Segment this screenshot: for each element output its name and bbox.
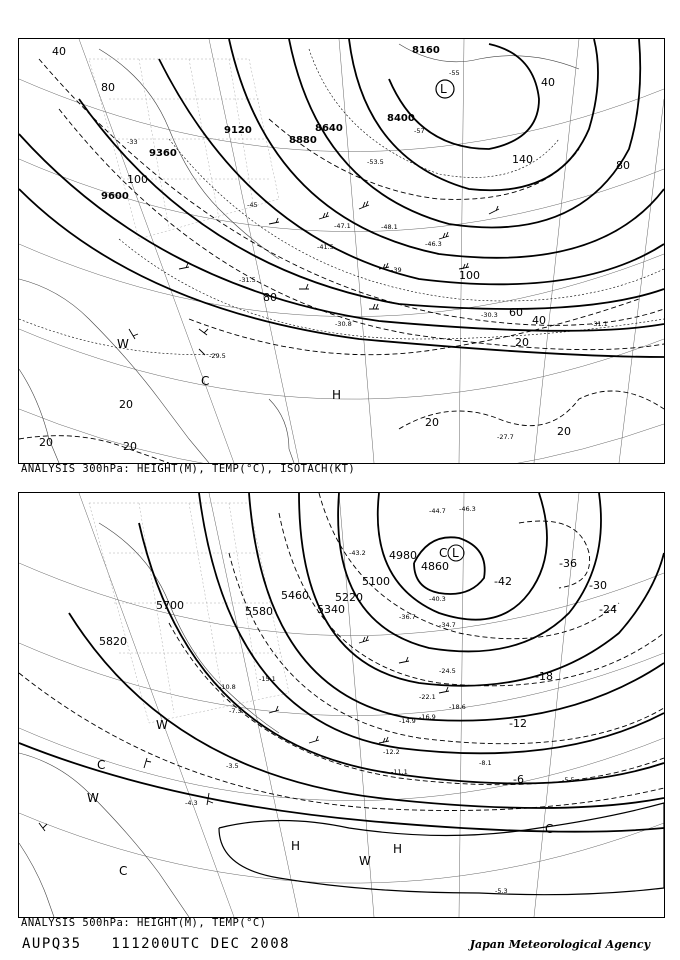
height-label: 9360 <box>149 148 177 159</box>
warm-symbol: W <box>359 854 371 868</box>
temp-label: -46.3 <box>459 505 476 513</box>
isotach-label: 20 <box>515 336 529 349</box>
temp-label: -4.3 <box>185 799 198 807</box>
temp-label: -30 <box>589 579 607 592</box>
temp-label: -12 <box>509 717 527 730</box>
isotach-label: 20 <box>119 398 133 411</box>
temp-label: -53.5 <box>367 158 384 166</box>
isotach-label: 140 <box>512 153 533 166</box>
height-labels <box>101 45 440 202</box>
isotach-label: 20 <box>557 425 571 438</box>
temp-label: -45 <box>247 201 258 209</box>
temp-label: -3.5 <box>226 762 239 770</box>
warm-symbol: W <box>87 791 99 805</box>
height-label: 9600 <box>101 191 129 202</box>
height-label: 8640 <box>315 123 343 134</box>
height-labels <box>99 549 449 648</box>
chart-500hpa-map <box>19 493 664 917</box>
chart-300hpa <box>18 38 665 464</box>
isotach-label: 40 <box>52 45 66 58</box>
low-symbol: L <box>440 82 447 96</box>
temp-label: -14.9 <box>399 717 416 725</box>
temp-label: -12.2 <box>383 748 400 756</box>
isotach-label: 100 <box>459 269 480 282</box>
temp-label: -48.1 <box>381 223 398 231</box>
isotach-label: 80 <box>616 159 630 172</box>
wind-barbs <box>39 636 449 831</box>
temp-label: -33 <box>127 138 138 146</box>
temp-label: -8.1 <box>479 759 492 767</box>
temp-label: -31.5 <box>239 276 256 284</box>
low-symbol: L <box>452 546 459 560</box>
height-label: 5460 <box>281 589 309 602</box>
station-temp-labels <box>185 505 575 895</box>
temp-label: -46.3 <box>425 240 442 248</box>
height-label: 5220 <box>335 591 363 604</box>
warm-symbol: W <box>156 718 168 732</box>
temp-label: -18 <box>535 670 553 683</box>
temp-label: -7.3 <box>229 707 242 715</box>
temp-label: -24 <box>599 603 617 616</box>
isotach-label: 20 <box>123 440 137 453</box>
chart-code-datetime: AUPQ35 111200UTC DEC 2008 <box>22 936 291 952</box>
isotach-label: 40 <box>541 76 555 89</box>
agency-name: Japan Meteorological Agency <box>469 938 650 951</box>
isotach-label: 80 <box>263 291 277 304</box>
isotach-label: 20 <box>39 436 53 449</box>
isotach-label: 60 <box>509 306 523 319</box>
isotach-lines <box>19 59 664 463</box>
temp-label: -36 <box>559 557 577 570</box>
high-symbol: H <box>393 842 403 856</box>
temp-label: -30.3 <box>481 311 498 319</box>
temp-label: -44.7 <box>429 507 446 515</box>
cold-symbol: C <box>545 822 554 836</box>
isotach-label: 80 <box>101 81 115 94</box>
temp-label: -6 <box>513 773 524 786</box>
cold-symbol: C <box>439 546 448 560</box>
caption-500hpa: ANALYSIS 500hPa: HEIGHT(M), TEMP(°C) <box>21 917 267 929</box>
temp-label: -5.5 <box>562 776 575 784</box>
temp-label: -18.6 <box>449 703 466 711</box>
chart-300hpa-map <box>19 39 664 463</box>
temp-label: -41.5 <box>317 243 334 251</box>
high-contour <box>219 803 664 895</box>
temp-label: -27.7 <box>497 433 514 441</box>
temp-label: -5.3 <box>495 887 508 895</box>
temp-label: -43.2 <box>349 549 366 557</box>
height-label: 5820 <box>99 635 127 648</box>
temp-label: -22.1 <box>419 693 436 701</box>
height-label: 9120 <box>224 125 252 136</box>
temp-label: -34.7 <box>439 621 456 629</box>
height-label: 8160 <box>412 45 440 56</box>
height-label: 8400 <box>387 113 415 124</box>
temp-label: -47.1 <box>334 222 351 230</box>
temp-label: -15.1 <box>259 675 276 683</box>
high-symbol: H <box>291 839 301 853</box>
cold-symbol: C <box>119 864 128 878</box>
height-label: 5340 <box>317 603 345 616</box>
temp-label: -55 <box>449 69 460 77</box>
coastlines <box>19 523 279 917</box>
temp-label: -29.5 <box>209 352 226 360</box>
cold-symbol: C <box>201 374 210 388</box>
height-label: 4860 <box>421 560 449 573</box>
temp-label: -24.5 <box>439 667 456 675</box>
caption-300hpa: ANALYSIS 300hPa: HEIGHT(M), TEMP(°C), ISOTACH(KT) <box>21 463 356 475</box>
chart-500hpa <box>18 492 665 918</box>
temp-label: -57 <box>414 127 425 135</box>
isotach-label: 100 <box>127 173 148 186</box>
isotach-label: 40 <box>532 314 546 327</box>
temp-label: -31.1 <box>591 320 608 328</box>
temp-label: -30.8 <box>335 320 352 328</box>
temp-label: -42 <box>494 575 512 588</box>
temp-label: -36.7 <box>399 613 416 621</box>
warm-symbol: W <box>117 337 129 351</box>
temp-label: -10.8 <box>219 683 236 691</box>
isotach-label: 20 <box>425 416 439 429</box>
temp-label: -16.9 <box>419 713 436 721</box>
cold-symbol: C <box>97 758 106 772</box>
height-label: 5700 <box>156 599 184 612</box>
height-label: 4980 <box>389 549 417 562</box>
temp-label: -39 <box>391 266 402 274</box>
temp-label: -11.1 <box>391 768 408 776</box>
coastlines <box>19 44 579 463</box>
height-label: 5580 <box>245 605 273 618</box>
temp-label: -40.3 <box>429 595 446 603</box>
height-label: 8880 <box>289 135 317 146</box>
height-label: 5100 <box>362 575 390 588</box>
high-symbol: H <box>332 388 342 402</box>
